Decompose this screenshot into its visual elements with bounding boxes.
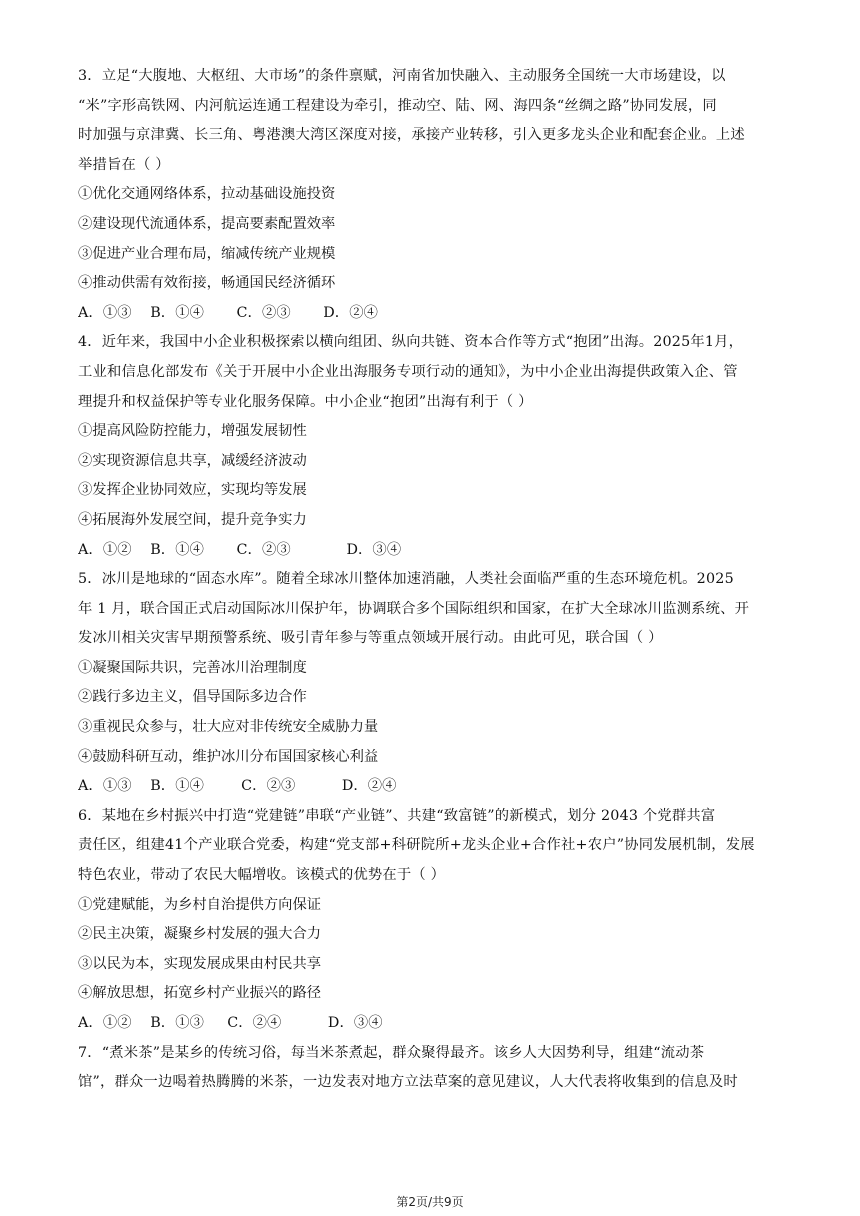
page-number-footer: 第2页/共9页: [396, 1195, 464, 1209]
question-4-item-1: ①提高风险防控能力，增强发展韧性: [78, 423, 307, 440]
question-4-item-2: ②实现资源信息共享，减缓经济波动: [78, 452, 307, 469]
question-3-options: A．①③ B．①④ C．②③ D．②④: [78, 304, 378, 321]
question-4-stem-line-3: 理提升和权益保护等专业化服务保障。中小企业“抱团”出海有利于（ ）: [78, 393, 533, 410]
question-5-item-2: ②践行多边主义，倡导国际多边合作: [78, 689, 307, 706]
question-5: [78, 565, 782, 802]
question-4-item-3: ③发挥企业协同效应，实现均等发展: [78, 482, 307, 499]
question-3-item-3: ③促进产业合理布局，缩减传统产业规模: [78, 245, 336, 262]
question-6-item-4: ④解放思想，拓宽乡村产业振兴的路径: [78, 985, 322, 1002]
question-list: [78, 62, 782, 1098]
question-6-stem-line-1: 6．某地在乡村振兴中打造“党建链”串联“产业链”、共建“致富链”的新模式，划分 2043 个党群共富: [78, 807, 716, 824]
question-5-options: A．①③ B．①④ C．②③ D．②④: [78, 778, 397, 795]
question-5-item-4: ④鼓励科研互动，维护冰川分布国国家核心利益: [78, 748, 379, 765]
question-4-stem-line-1: 4．近年来，我国中小企业积极探索以横向组团、纵向共链、资本合作等方式“抱团”出海。2025年1月，: [78, 334, 744, 351]
question-7-stem-line-2: 馆”，群众一边喝着热腾腾的米茶，一边发表对地方立法草案的意见建议，人大代表将收集到的信息及时: [78, 1074, 738, 1091]
question-3-item-2: ②建设现代流通体系，提高要素配置效率: [78, 215, 336, 232]
question-4-options: A．①② B．①④ C．②③ D．③④: [78, 541, 402, 558]
question-5-item-1: ①凝聚国际共识，完善冰川治理制度: [78, 659, 307, 676]
question-7-stem-line-1: 7．“煮米茶”是某乡的传统习俗，每当米茶煮起，群众聚得最齐。该乡人大因势利导，组建“流动茶: [78, 1044, 705, 1061]
question-5-stem-line-2: 年 1 月，联合国正式启动国际冰川保护年，协调联合多个国际组织和国家，在扩大全球冰川监测系统、开: [78, 600, 750, 617]
question-6-stem-line-2: 责任区，组建41个产业联合党委，构建“党支部+科研院所+龙头企业+合作社+农户”协同发展机制，发展: [78, 837, 755, 854]
question-6-item-3: ③以民为本，实现发展成果由村民共享: [78, 955, 322, 972]
question-6-stem-line-3: 特色农业，带动了农民大幅增收。该模式的优势在于（ ）: [78, 867, 446, 884]
question-3-stem-line-2: “米”字形高铁网、内河航运连通工程建设为牵引，推动空、陆、网、海四条“丝绸之路”协同发展，同: [78, 97, 717, 114]
question-5-stem-line-1: 5．冰川是地球的“固态水库”。随着全球冰川整体加速消融，人类社会面临严重的生态环境危机。2025: [78, 571, 734, 588]
question-6-options: A．①② B．①③ C．②④ D．③④: [78, 1015, 383, 1031]
question-6: [78, 802, 782, 1039]
question-3-stem-line-3: 时加强与京津冀、长三角、粤港澳大湾区深度对接，承接产业转移，引入更多龙头企业和配套企业。上述: [78, 127, 745, 144]
question-7: [78, 1039, 782, 1098]
question-3-item-1: ①优化交通网络体系，拉动基础设施投资: [78, 186, 336, 203]
question-4-item-4: ④拓展海外发展空间，提升竞争实力: [78, 511, 307, 528]
question-3: [78, 62, 782, 328]
question-4: [78, 328, 782, 565]
question-4-stem-line-2: 工业和信息化部发布《关于开展中小企业出海服务专项行动的通知》，为中小企业出海提供政策入企、管: [78, 363, 738, 380]
question-6-item-2: ②民主决策，凝聚乡村发展的强大合力: [78, 926, 322, 943]
question-6-item-1: ①党建赋能，为乡村自治提供方向保证: [78, 896, 322, 913]
question-5-item-3: ③重视民众参与，壮大应对非传统安全威胁力量: [78, 719, 379, 736]
question-3-stem-line-1: 3．立足“大腹地、大枢纽、大市场”的条件禀赋，河南省加快融入、主动服务全国统一大市场建设，以: [78, 68, 726, 84]
question-3-item-4: ④推动供需有效衔接，畅通国民经济循环: [78, 275, 336, 292]
question-5-stem-line-3: 发冰川相关灾害早期预警系统、吸引青年参与等重点领域开展行动。由此可见，联合国（ ）: [78, 630, 663, 647]
question-3-stem-line-4: 举措旨在（ ）: [78, 156, 170, 173]
